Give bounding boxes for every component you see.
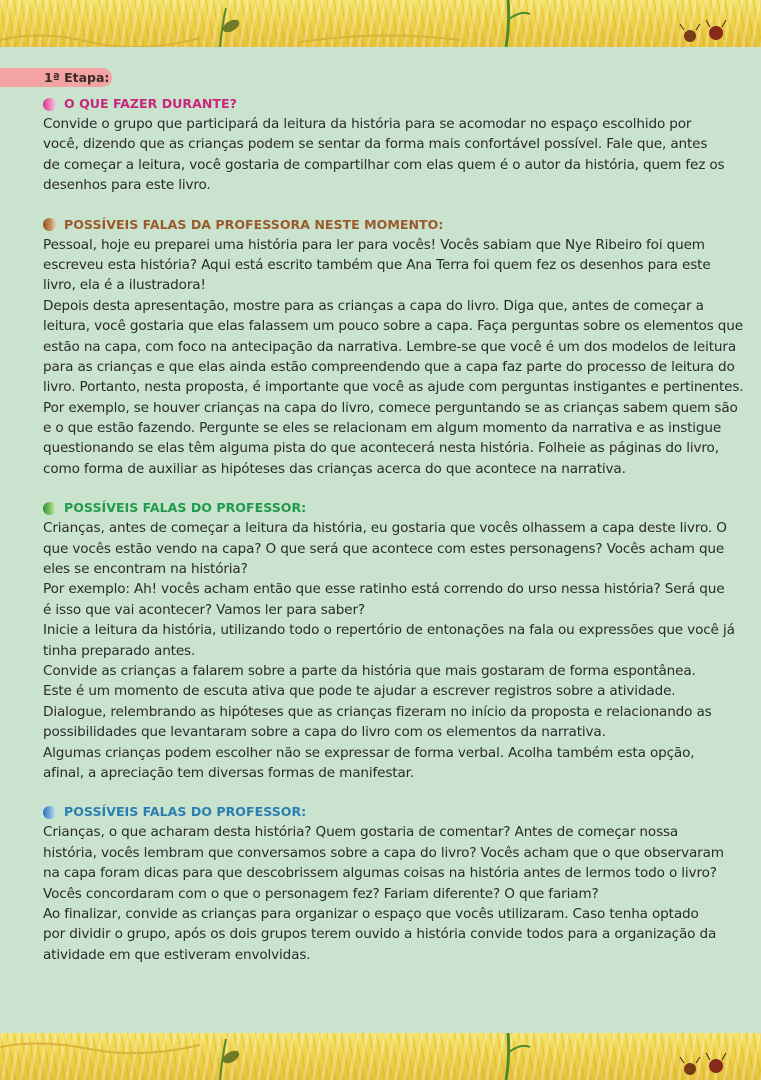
paragraph-line: Por exemplo: Ah! vocês acham então que esse ratinho está correndo do urso nessa história? Será que: [43, 581, 725, 598]
paragraph-line: Algumas crianças podem escolher não se expressar de forma verbal. Acolha também esta opção,: [43, 744, 695, 761]
section-what-to-do-during: [43, 94, 725, 196]
paragraph-line: Convide o grupo que participará da leitura da história para se acomodar no espaço escolhido por: [43, 116, 692, 132]
decorative-top-band: [0, 0, 761, 47]
brown-bullet-icon: [43, 218, 56, 231]
paragraph-line: questionando se elas têm alguma pista do que acontecerá nesta história. Folheie as páginas do livro,: [43, 440, 719, 457]
paragraph-line: e o que estão fazendo. Pergunte se eles se relacionam em algum momento da narrativa e as instigue: [43, 420, 722, 437]
paragraph-line: de começar a leitura, você gostaria de compartilhar com elas quem é o autor da história, quem fez os: [43, 156, 725, 173]
paragraph-line: Inicie a leitura da história, utilizando todo o repertório de entonações na fala ou expressões que você já: [43, 622, 735, 639]
section-heading: [43, 498, 715, 518]
grass-bugs-illustration-bottom: [0, 1033, 761, 1080]
paragraph-line: Pessoal, hoje eu preparei uma história para ler para vocês! Vocês sabiam que Nye Ribeiro foi quem: [43, 236, 705, 253]
paragraph-line: livro, ela é a ilustradora!: [43, 277, 206, 294]
beetle-icon: [709, 1059, 723, 1073]
section-teacher-speech-1: [43, 498, 735, 783]
section-heading-text: O QUE FAZER DURANTE?: [64, 96, 237, 111]
paragraph-line: possibilidades que levantaram sobre a capa do livro com os elementos da narrativa.: [43, 724, 606, 741]
paragraph-line: você, dizendo que as crianças podem se sentar da forma mais confortável possível. Fale que, antes: [43, 136, 708, 153]
section-heading: [43, 215, 715, 235]
section-teacher-speech-moment: [43, 215, 744, 480]
paragraph-line: como forma de auxiliar as hipóteses das crianças acerca do que acontece na narrativa.: [43, 460, 626, 477]
paragraph-line: é isso que vai acontecer? Vamos ler para saber?: [43, 601, 366, 618]
paragraph-line: Crianças, o que acharam desta história? Quem gostaria de comentar? Antes de começar nossa: [43, 824, 679, 841]
grass-bugs-illustration-top: [0, 0, 761, 47]
green-bullet-icon: [43, 502, 56, 515]
paragraph-line: história, vocês lembram que conversamos sobre a capa do livro? Vocês acham que o que observaram: [43, 844, 724, 861]
paragraph-line: estão na capa, com foco na antecipação da narrativa. Lembre-se que você é um dos modelos de leitura: [43, 338, 737, 355]
paragraph-line: Crianças, antes de começar a leitura da história, eu gostaria que vocês olhassem a capa deste livro. O: [43, 520, 727, 537]
paragraph-line: Convide as crianças a falarem sobre a parte da história que mais gostaram de forma espontânea.: [43, 662, 696, 679]
section-teacher-speech-2: [43, 802, 724, 965]
paragraph-line: eles se encontram na história?: [43, 561, 248, 578]
section-heading: [43, 802, 715, 822]
paragraph-line: Por exemplo, se houver crianças na capa do livro, comece perguntando se as crianças sabem quem são: [43, 399, 738, 416]
paragraph-line: afinal, a apreciação tem diversas formas de manifestar.: [43, 764, 415, 781]
pink-bullet-icon: [43, 98, 56, 111]
paragraph-line: Depois desta apresentação, mostre para as crianças a capa do livro. Diga que, antes de começar a: [43, 297, 704, 314]
document-body: [43, 94, 744, 965]
decorative-bottom-band: [0, 1033, 761, 1080]
beetle-icon: [684, 1063, 696, 1075]
paragraph-line: que vocês estão vendo na capa? O que será que acontece com estes personagens? Vocês acham que: [43, 540, 725, 557]
paragraph-line: tinha preparado antes.: [43, 642, 196, 659]
paragraph-line: por dividir o grupo, após os dois grupos terem ouvido a história convide todos para a organização da: [43, 926, 717, 943]
paragraph-line: livro. Portanto, nesta proposta, é importante que você as ajude com perguntas instigantes e pertinentes.: [43, 379, 744, 396]
section-heading-text: POSSÍVEIS FALAS DO PROFESSOR:: [64, 500, 307, 516]
paragraph-line: atividade em que estiveram envolvidas.: [43, 946, 311, 963]
beetle-icon: [709, 26, 723, 40]
stage-tab: 1ª Etapa:: [0, 68, 112, 87]
blue-bullet-icon: [43, 806, 56, 819]
paragraph-line: Dialogue, relembrando as hipóteses que as crianças fizeram no início da proposta e relacionando as: [43, 703, 712, 720]
section-heading: [43, 94, 715, 114]
paragraph-line: na capa foram dicas para que descobrissem algumas coisas na história antes de lermos todo o livro?: [43, 865, 717, 882]
beetle-icon: [684, 30, 696, 42]
paragraph-line: escreveu esta história? Aqui está escrito também que Ana Terra foi quem fez os desenhos para este: [43, 256, 711, 273]
section-heading-text: POSSÍVEIS FALAS DA PROFESSORA NESTE MOMENTO:: [64, 216, 444, 232]
paragraph-line: desenhos para este livro.: [43, 177, 211, 194]
paragraph-line: para as crianças e que elas ainda estão compreendendo que a capa faz parte do processo de leitura do: [43, 358, 735, 375]
paragraph-line: Este é um momento de escuta ativa que pode te ajudar a escrever registros sobre a atividade.: [43, 683, 676, 700]
paragraph-line: Ao finalizar, convide as crianças para organizar o espaço que vocês utilizaram. Caso tenha optado: [43, 905, 699, 922]
section-heading-text: POSSÍVEIS FALAS DO PROFESSOR:: [64, 804, 307, 820]
paragraph-line: leitura, você gostaria que elas falassem um pouco sobre a capa. Faça perguntas sobre os elementos que: [43, 318, 743, 335]
paragraph-line: Vocês concordaram com o que o personagem fez? Fariam diferente? O que fariam?: [43, 885, 599, 902]
